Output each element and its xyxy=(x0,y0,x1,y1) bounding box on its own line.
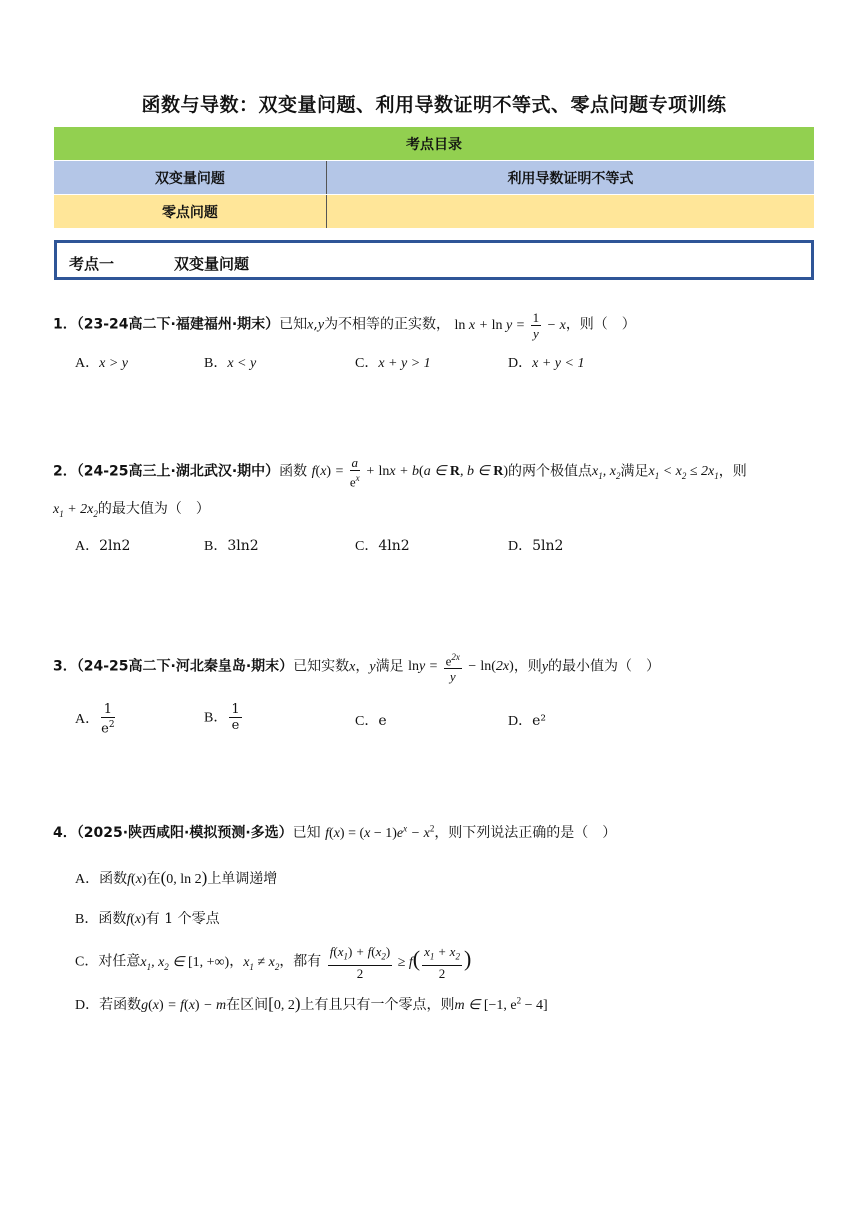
question-2-stem: 2．（24-25高三上·湖北武汉·期中）函数 f(x) = $\frac{a}{e^x}$ + lnx + b(a ∈ R, b ∈ R)的两个极值点$x_1$, $x_2$满足$x_1 < x_2 \le 2x_1$，则 xyxy=(53,455,747,490)
option-c[interactable]: C．e xyxy=(355,713,387,729)
stem-text: 为不相等的正实数， xyxy=(324,316,451,333)
formula: $f(x) = (x - 1)e^x - x^2$ xyxy=(325,823,435,841)
toc-item-1[interactable]: 双变量问题 xyxy=(54,161,327,195)
option-b[interactable]: B． $\frac{1}{e}$ xyxy=(204,702,240,733)
option-a[interactable]: A．函数f(x)在(0, ln 2)上单调递增 xyxy=(75,868,278,887)
stem-text: ， xyxy=(355,658,370,675)
stem-text: 满足 xyxy=(375,658,404,675)
toc-item-4 xyxy=(326,195,814,229)
section-heading xyxy=(54,240,814,280)
formula: x xyxy=(307,317,314,333)
toc-item-2[interactable]: 利用导数证明不等式 xyxy=(326,161,814,195)
option-b[interactable]: B．函数f(x)有 1 个零点 xyxy=(75,911,220,927)
option-c[interactable]: C．4ln2 xyxy=(355,538,410,554)
section-name: 双变量问题 xyxy=(174,255,250,273)
option-d[interactable]: D．5ln2 xyxy=(508,538,564,554)
stem-text: 满足 xyxy=(620,463,649,480)
question-source: （23-24高二下·福建福州·期末） xyxy=(76,316,280,333)
option-d[interactable]: D．e² xyxy=(508,713,547,729)
option-d[interactable]: D．x + y < 1 xyxy=(508,356,585,371)
option-b[interactable]: B．3ln2 xyxy=(204,538,259,554)
section-label: 考点一 xyxy=(69,255,115,273)
question-2-stem-line2: $x_1 + 2x_2$的最大值为（ ） xyxy=(53,501,210,519)
question-number: 2． xyxy=(53,463,77,480)
stem-text: 的两个极值点 xyxy=(508,463,593,480)
option-c[interactable]: C．对任意$x_1$, $x_2$ ∈ [1, +∞)，$x_1 \ne x_2$，都有 $\frac{f(x_1) + f(x_2)}{2}$ ≥ f( $\frac{x_1 + x_2}{2}$ ) xyxy=(75,944,472,981)
stem-text: ，则（ ） xyxy=(565,316,636,333)
stem-text: ，则 xyxy=(718,463,747,480)
question-source: （24-25高二下·河北秦皇岛·期末） xyxy=(76,658,294,675)
question-3-stem: 3．（24-25高二下·河北秦皇岛·期末）已知实数x，y满足 lny = $\frac{e^{2x}}{y}$ − ln(2x)，则y的最小值为（ ） xyxy=(53,652,661,685)
stem-text: 已知 xyxy=(292,825,321,841)
option-b[interactable]: B．x < y xyxy=(204,356,257,371)
toc-item-3[interactable]: 零点问题 xyxy=(54,195,327,229)
question-number: 3． xyxy=(53,658,77,675)
option-a[interactable]: A． $\frac{1}{e^2}$ xyxy=(75,702,115,737)
option-a[interactable]: A．2ln2 xyxy=(75,538,131,554)
stem-text: ，则下列说法正确的是（ ） xyxy=(434,825,617,841)
stem-text: 已知 xyxy=(279,316,308,333)
stem-text: 的最小值为（ ） xyxy=(548,658,661,675)
option-a[interactable]: A．x > y xyxy=(75,356,128,371)
toc-header: 考点目录 xyxy=(54,127,815,161)
question-source: （24-25高三上·湖北武汉·期中） xyxy=(76,463,280,480)
toc-table xyxy=(53,126,815,229)
formula: ln x + ln y = $\frac{1}{y}$ − x xyxy=(454,310,566,341)
question-source: （2025·陕西咸阳·模拟预测·多选） xyxy=(76,825,293,841)
question-1-stem: 1．（23-24高二下·福建福州·期末）已知x,y为不相等的正实数， ln x + ln y = $\frac{1}{y}$ − x，则（ ） xyxy=(53,310,636,341)
question-number: 4． xyxy=(53,825,77,841)
stem-text: ，则 xyxy=(513,658,542,675)
option-c[interactable]: C．x + y > 1 xyxy=(355,356,431,371)
question-number: 1． xyxy=(53,316,77,333)
option-d[interactable]: D．若函数g(x) = f(x) − m在区间[0, 2)上有且只有一个零点，则m ∈ [−1, $e^2 - 4$] xyxy=(75,994,548,1013)
page-title: 函数与导数：双变量问题、利用导数证明不等式、零点问题专项训练 xyxy=(141,94,727,116)
stem-text: 的最大值为（ ） xyxy=(97,501,210,517)
stem-text: 函数 xyxy=(279,463,308,480)
question-4-stem xyxy=(53,822,616,842)
formula: lny = $\frac{e^{2x}}{y}$ − ln(2x) xyxy=(408,652,514,685)
stem-text: 已知实数 xyxy=(293,658,350,675)
formula: f(x) = $\frac{a}{e^x}$ + lnx + b(a ∈ R, b ∈ R) xyxy=(311,455,509,490)
